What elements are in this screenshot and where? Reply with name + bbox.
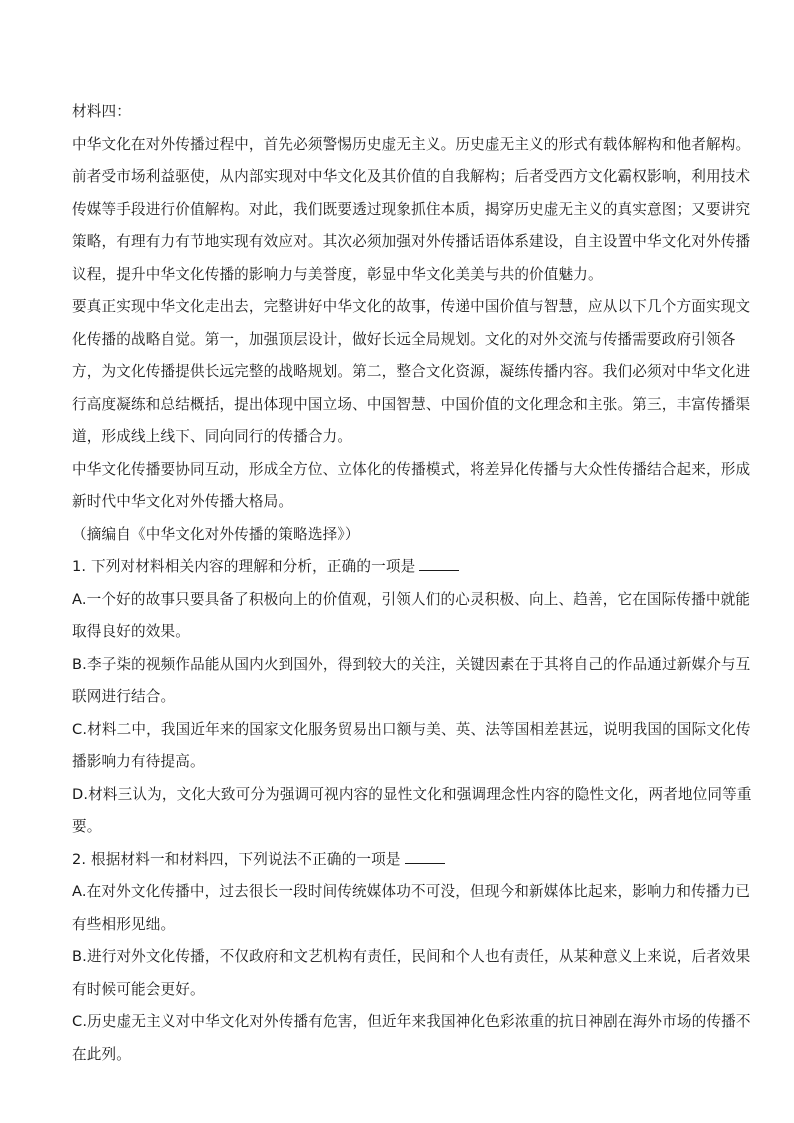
text-line: 中华文化在对外传播过程中，首先必须警惕历史虚无主义。历史虚无主义的形式有载体解构和他者解构。 <box>72 135 751 153</box>
question-1 <box>72 555 752 839</box>
paragraph-2 <box>72 295 751 449</box>
text-line: 新时代中华文化对外传播大格局。 <box>72 493 294 510</box>
option-c-line: C.历史虚无主义对中华文化对外传播有危害，但近年来我国神化色彩浓重的抗日神剧在海外市场的传播不 <box>72 1013 751 1030</box>
text-line: 方，为文化传播提供长远完整的战略规划。第二，整合文化资源，凝练传播内容。我们必须对中华文化进 <box>72 363 751 380</box>
option-a-line: A.在对外文化传播中，过去很长一段时间传统媒体功不可没，但现今和新媒体比起来，影响力和传播力已 <box>72 883 751 900</box>
text-line: 道，形成线上线下、同向同行的传播合力。 <box>72 428 353 445</box>
document-body <box>72 100 752 1067</box>
question-stem-text: 2. 根据材料一和材料四，下列说法不正确的一项是 <box>72 850 401 868</box>
option-c-line: 播影响力有待提高。 <box>72 753 205 770</box>
text-line: 化传播的战略自觉。第一，加强顶层设计，做好长远全局规划。文化的对外交流与传播需要政府引领各 <box>72 330 736 348</box>
material-heading: 材料四： <box>72 103 131 120</box>
option-c-line: C.材料二中，我国近年来的国家文化服务贸易出口额与美、英、法等国相差甚远，说明我国的国际文化传 <box>72 720 751 738</box>
text-line: 议程，提升中华文化传播的影响力与美誉度，彰显中华文化美美与共的价值魅力。 <box>72 265 603 283</box>
option-b-line: B.李子柒的视频作品能从国内火到国外，得到较大的关注，关键因素在于其将自己的作品通过新媒介与互 <box>72 655 751 673</box>
option-d-line: D.材料三认为，文化大致可分为强调可视内容的显性文化和强调理念性内容的隐性文化，两者地位同等重 <box>72 785 752 803</box>
paragraph-1 <box>72 133 751 287</box>
question-stem <box>72 848 720 872</box>
text-line: 行高度凝练和总结概括，提出体现中国立场、中国智慧、中国价值的文化理念和主张。第三，丰富传播渠 <box>72 395 751 413</box>
question-2 <box>72 848 751 1067</box>
option-a-line: A.一个好的故事只要具备了积极向上的价值观，引领人们的心灵积极、向上、趋善，它在国际传播中就能 <box>72 590 751 608</box>
option-d-line: 要。 <box>72 818 102 835</box>
source-citation: （摘编自《中华文化对外传播的策略选择》） <box>72 525 360 543</box>
question-stem <box>72 555 720 579</box>
option-a-line: 有些相形见绌。 <box>72 915 176 933</box>
text-line: 传媒等手段进行价值解构。对此，我们既要透过现象抓住本质，揭穿历史虚无主义的真实意图；又要讲究 <box>72 200 751 218</box>
option-a-line: 取得良好的效果。 <box>72 623 190 640</box>
text-line: 前者受市场利益驱使，从内部实现对中华文化及其价值的自我解构；后者受西方文化霸权影响，利用技术 <box>72 168 751 185</box>
answer-blank <box>405 849 445 864</box>
text-line: 中华文化传播要协同互动，形成全方位、立体化的传播模式，将差异化传播与大众性传播结合起来，形成 <box>72 460 751 478</box>
option-c-line: 在此列。 <box>72 1045 131 1063</box>
option-b-line: 有时候可能会更好。 <box>72 980 205 998</box>
paragraph-3 <box>72 458 751 515</box>
text-line: 要真正实现中华文化走出去，完整讲好中华文化的故事，传递中国价值与智慧，应从以下几个方面实现文 <box>72 298 751 315</box>
option-b-line: 联网进行结合。 <box>72 688 176 705</box>
question-stem-text: 1. 下列对材料相关内容的理解和分析，正确的一项是 <box>72 558 416 575</box>
text-line: 策略，有理有力有节地实现有效应对。其次必须加强对外传播话语体系建设，自主设置中华文化对外传播 <box>72 233 751 250</box>
option-b-line: B.进行对外文化传播，不仅政府和文艺机构有责任，民间和个人也有责任，从某种意义上来说，后者效果 <box>72 948 751 965</box>
answer-blank <box>419 556 459 571</box>
